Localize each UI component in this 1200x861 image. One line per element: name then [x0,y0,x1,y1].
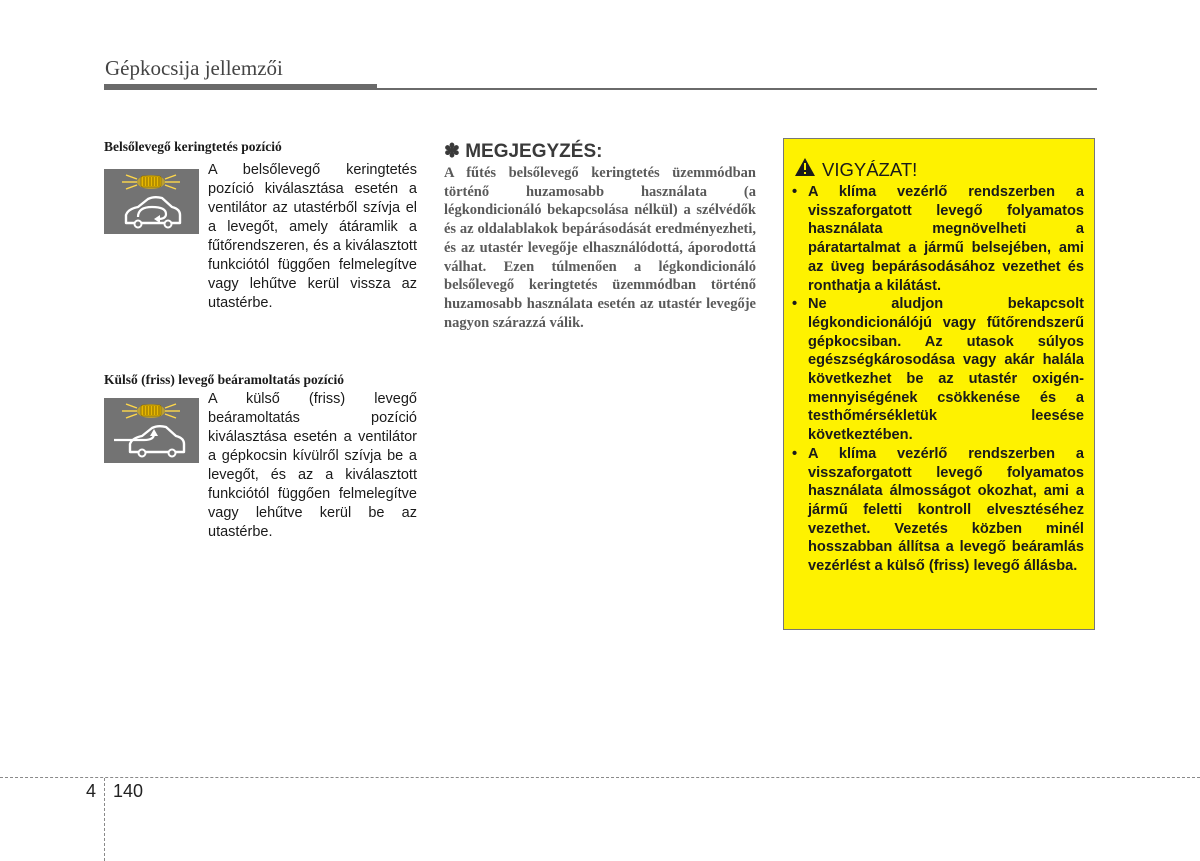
warning-item: • A klíma vezérlő rendszerben a visszaforgatott levegő folyamatos használata megnövelheti a páratartalmat a jármű belsejében, ami az üveg bepárásodásához vezethet és ronthatja a kilátást. [792,184,1084,294]
recirc-heading: Belsőlevegő keringtetés pozíció [104,139,282,154]
page-header-title: Gépkocsija jellemzői [105,56,283,80]
header-rule-accent [104,84,377,90]
bullet-icon: • [792,445,798,462]
warning-box [783,138,1095,630]
fresh-description: A külső (friss) levegő beáramoltatás pozíció kiválasztása esetén a ventilátor a gépkocsin kívülről szívja be a levegőt, és az a kiválasztott funkciótól függően felmelegítve vagy lehűtve kerül be az utastérbe. [208,391,417,540]
chapter-number: 4 [86,781,97,801]
recirc-description: A belsőlevegő keringtetés pozíció kiválasztása esetén a ventilátor az utastérből szívja el a levegőt, amely átáramlik a fűtőrendszeren, és a kiválasztott funkciótól függően felmelegítve vagy lehűtve kerül vissza az utastérbe. [208,162,417,311]
footer-rule [0,777,1200,778]
warning-list [790,183,1084,576]
warning-triangle-icon [794,157,816,182]
note-body: A fűtés belsőlevegő keringtetés üzemmódban történő huzamosabb használata (a légkondicionáló bekapcsolása nélkül) a szélvédők és az oldalablakok bepárásodását eredményezheti, és az utastér levegője elhasználódottá, áporodottá válhat. Ezen túlmenően a légkondicionáló belsőlevegő keringtetés üzemmódban történő huzamosabb használata esetén az utastér levegője nagyon szárazzá válik. [444,165,756,331]
warning-item: • Ne aludjon bekapcsolt légkondicionálójú vagy fűtőrendszerű gépkocsiban. Az utasok súlyos egészségkárosodása vagy akár halála következhet be az utastér oxigénmennyiségének csökkenése és a testhőmérsékletük leesése következtében. [792,296,1084,444]
warning-title: VIGYÁZAT! [822,158,918,180]
recirculation-car-icon [104,169,199,234]
fresh-heading: Külső (friss) levegő beáramoltatás pozíció [104,372,344,387]
warning-header [794,157,917,182]
bullet-icon: • [792,184,798,200]
asterisk-icon: ✽ [444,141,460,162]
bullet-icon: • [792,296,798,313]
footer-margin-rule [104,778,105,861]
note-title [444,140,602,163]
fresh-air-car-icon [104,398,199,463]
page-number: 140 [113,781,144,801]
warning-item: • A klíma vezérlő rendszerben a visszaforgatott levegő folyamatos használata álmosságot okozhat, ami a jármű feletti kontroll elvesztéséhez vezethet. Vezetés közben minél hosszabban állítsa a levegő beáramlás vezérlést a külső (friss) levegő állásba. [792,445,1084,575]
note-title-text: MEGJEGYZÉS: [465,141,603,162]
